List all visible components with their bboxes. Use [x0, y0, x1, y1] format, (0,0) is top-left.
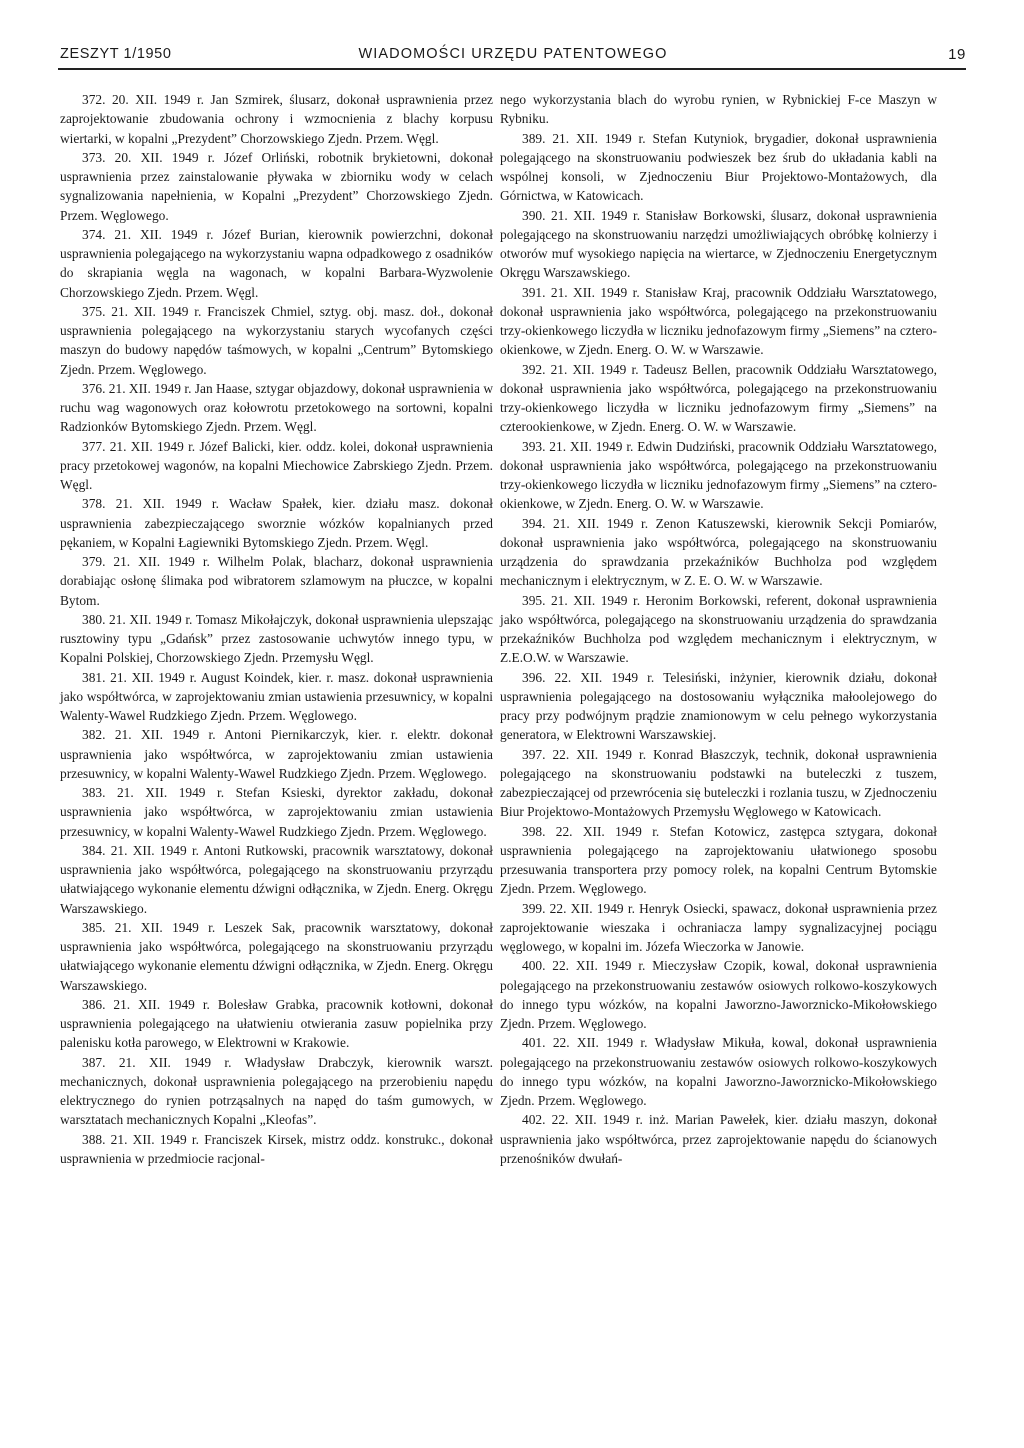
- entry-paragraph: 380. 21. XII. 1949 r. Tomasz Mikołajczyk, dokonał usprawnienia ulepszając rusztowiny typu „Gdańsk” przez zastosowanie uchwytów innego typu, w Kopalni Polskiej, Chorzowskiego Zjedn. Przemysłu Węgl.: [60, 611, 493, 666]
- entry-paragraph: 402. 22. XII. 1949 r. inż. Marian Pawełek, kier. działu maszyn, dokonał usprawnienia jako współtwórca, przez zaprojektowanie napędu do ścianowych przenośników dwułań-: [500, 1112, 937, 1166]
- entry-paragraph: 396. 22. XII. 1949 r. Telesiński, inżynier, kierownik działu, dokonał usprawnienia polegającego na dostosowaniu wyłącznika małoolejowego do pracy przy podwójnym prądzie znamionowym w celu pełnego wykorzystania generatora, w Elektrowni Warszawskiej.: [500, 669, 937, 743]
- entry-paragraph: 375. 21. XII. 1949 r. Franciszek Chmiel, sztyg. obj. masz. doł., dokonał usprawnienia polegającego na wykorzystaniu starych wycofanych części maszyn do budowy napędów taśmowych, w kopalni „Centrum” Bytomskiego Zjedn. Przem. Węglowego.: [60, 303, 493, 377]
- issue-label: ZESZYT 1/1950: [60, 46, 172, 62]
- entry-paragraph: 393. 21. XII. 1949 r. Edwin Dudziński, pracownik Oddziału Warsztatowego, dokonał usprawnienia jako współtwórca, polegającego na przekonstruowaniu trzy-okienkowego liczydła w liczniku jednofazowym firmy „Siemens” na cztero-okienkowe, w Zjedn. Energ. O. W. w Warszawie.: [500, 438, 937, 512]
- right-column: [500, 90, 937, 1168]
- entry-paragraph: 395. 21. XII. 1949 r. Heronim Borkowski, referent, dokonał usprawnienia jako współtwórca, polegającego na skonstruowaniu urządzenia do sprawdzania przekaźników Buchholza pod względem mechanicznym i elektrycznym, w Z.E.O.W. w Warszawie.: [500, 592, 937, 666]
- entry-paragraph: 384. 21. XII. 1949 r. Antoni Rutkowski, pracownik warsztatowy, dokonał usprawnienia jako współtwórca, polegającego na skonstruowaniu przyrządu ułatwiającego wykonanie elementu dźwigni odłącznika, w Zjedn. Energ. Okręgu Warszawskiego.: [60, 842, 493, 916]
- entry-paragraph: 400. 22. XII. 1949 r. Mieczysław Czopik, kowal, dokonał usprawnienia polegającego na przekonstruowaniu zestawów osiowych rolkowo-koszykowych do innego typu wózków, na kopalni Jaworzno-Jaworznicko-Mikołowskiego Zjedn. Przem. Węglowego.: [500, 958, 937, 1031]
- entry-paragraph: 398. 22. XII. 1949 r. Stefan Kotowicz, zastępca sztygara, dokonał usprawnienia polegającego na zaprojektowaniu ułatwionego sposobu przesuwania transportera przy pomocy rolek, na kopalni Centrum Bytomskie Zjedn. Przem. Węglowego.: [500, 823, 937, 897]
- entry-paragraph: 373. 20. XII. 1949 r. Józef Orliński, robotnik brykietowni, dokonał usprawnienia przez zainstalowanie pływaka w zbiorniku wody w celach sygnalizowania napełnienia, w Kopalni „Prezydent” Chorzowskiego Zjedn. Przem. Węglowego.: [60, 149, 493, 223]
- entry-paragraph: 391. 21. XII. 1949 r. Stanisław Kraj, pracownik Oddziału Warsztatowego, dokonał usprawnienia jako współtwórca, polegającego na przekonstruowaniu trzy-okienkowego liczydła w liczniku jednofazowym firmy „Siemens” na cztero-okienkowe, w Zjedn. Energ. O. W. w Warszawie.: [500, 284, 937, 358]
- page-header: [60, 46, 966, 68]
- entry-paragraph: 377. 21. XII. 1949 r. Józef Balicki, kier. oddz. kolei, dokonał usprawnienia pracy przetokowej wagonów, na kopalni Miechowice Zabrskiego Zjedn. Przem. Węgl.: [60, 438, 493, 492]
- entry-paragraph: 383. 21. XII. 1949 r. Stefan Ksieski, dyrektor zakładu, dokonał usprawnienia jako współtwórca, w zaprojektowaniu zmian ustawienia przesuwnicy, w kopalni Walenty-Wawel Rudzkiego Zjedn. Przem. Węglowego.: [60, 785, 493, 839]
- entry-paragraph: 389. 21. XII. 1949 r. Stefan Kutyniok, brygadier, dokonał usprawnienia polegającego na skonstruowaniu podwieszek bez śrub do układania kabli na wspólnej konsoli, w Zjednoczeniu Biur Projektowo-Montażowych, dla Górnictwa, w Katowicach.: [500, 130, 937, 204]
- entry-paragraph: 376. 21. XII. 1949 r. Jan Haase, sztygar objazdowy, dokonał usprawnienia w ruchu wag wagonowych oraz kołowrotu przetokowego na sortowni, kopalni Radzionków Bytomskiego Zjedn. Przem. Węgl.: [60, 380, 493, 435]
- entry-paragraph: 379. 21. XII. 1949 r. Wilhelm Polak, blacharz, dokonał usprawnienia dorabiając osłonę ślimaka pod wibratorem szlamowym na płuczce, w kopalni Bytom.: [60, 554, 493, 608]
- entry-paragraph: 385. 21. XII. 1949 r. Leszek Sak, pracownik warsztatowy, dokonał usprawnienia jako współtwórca, polegającego na skonstruowaniu przyrządu ułatwiającego wykonanie elementu dźwigni odłącznika, w Zjedn. Energ. Okręgu Warszawskiego.: [60, 919, 493, 993]
- left-column: [60, 90, 493, 1168]
- entry-paragraph: 378. 21. XII. 1949 r. Wacław Spałek, kier. działu masz. dokonał usprawnienia zabezpieczającego sworznie wózków kopalnianych przed pękaniem, w Kopalni Łagiewniki Bytomskiego Zjedn. Przem. Węgl.: [60, 496, 493, 550]
- continuation-paragraph: nego wykorzystania blach do wyrobu rynien, w Rybnickiej F-ce Maszyn w Rybniku.: [500, 92, 937, 127]
- entry-paragraph: 390. 21. XII. 1949 r. Stanisław Borkowski, ślusarz, dokonał usprawnienia polegającego na skonstruowaniu narzędzi umożliwiających obróbkę kolnierzy i otworów muf wysokiego napięcia na wiertarce, w Zjednoczeniu Energetycznym Okręgu Warszawskiego.: [500, 207, 937, 281]
- entry-paragraph: 397. 22. XII. 1949 r. Konrad Błaszczyk, technik, dokonał usprawnienia polegającego na skonstruowaniu podstawki na buteleczki z tuszem, zabezpieczającej od przewrócenia się buteleczki i rozlania tuszu, w Zjednoczeniu Biur Projektowo-Montażowych Przemysłu Węglowego w Katowicach.: [500, 746, 937, 820]
- entry-paragraph: 399. 22. XII. 1949 r. Henryk Osiecki, spawacz, dokonał usprawnienia przez zaprojektowanie wieszaka i ochraniacza lampy sygnalizacyjnej pociągu węglowego, w kopalni im. Józefa Wieczorka w Janowie.: [500, 900, 937, 954]
- entry-paragraph: 386. 21. XII. 1949 r. Bolesław Grabka, pracownik kotłowni, dokonał usprawnienia polegającego na ułatwieniu otwierania zasuw popielnika przy palenisku kotła parowego, w Elektrowni w Krakowie.: [60, 996, 493, 1051]
- entry-paragraph: 374. 21. XII. 1949 r. Józef Burian, kierownik powierzchni, dokonał usprawnienia polegającego na wykorzystaniu wapna odpadkowego z osadników do skrapiania węgla na wagonach, w kopalni Barbara-Wyzwolenie Chorzowskiego Zjedn. Przem. Węgl.: [60, 226, 493, 300]
- entry-paragraph: 381. 21. XII. 1949 r. August Koindek, kier. r. masz. dokonał usprawnienia jako współtwórca, w zaprojektowaniu zmian ustawienia przesuwnicy, w kopalni Walenty-Wawel Rudzkiego Zjedn. Przem. Węglowego.: [60, 669, 493, 723]
- entry-paragraph: 394. 21. XII. 1949 r. Zenon Katuszewski, kierownik Sekcji Pomiarów, dokonał usprawnienia jako współtwórca, polegającego na skonstruowaniu urządzenia do sprawdzania przekaźników Buchholza pod względem mechanicznym i elektrycznym, w Z. E. O. W. w Warszawie.: [500, 515, 937, 589]
- entry-paragraph: 401. 22. XII. 1949 r. Władysław Mikuła, kowal, dokonał usprawnienia polegającego na przekonstruowaniu zestawów osiowych rolkowo-koszykowych do innego typu wózków, na kopalni Jaworzno-Jaworznicko-Mikołowskiego Zjedn. Przem. Węglowego.: [500, 1035, 937, 1108]
- entry-paragraph: 392. 21. XII. 1949 r. Tadeusz Bellen, pracownik Oddziału Warsztatowego, dokonał usprawnienia jako współtwórca, polegającego na przekonstruowaniu trzy-okienkowego liczydła w liczniku jednofazowym firmy „Siemens” na czterookienkowe, w Zjedn. Energ. O. W. w Warszawie.: [500, 361, 937, 435]
- entry-paragraph: 382. 21. XII. 1949 r. Antoni Piernikarczyk, kier. r. elektr. dokonał usprawnienia jako współtwórca, w zaprojektowaniu zmian ustawienia przesuwnicy, w kopalni Walenty-Wawel Rudzkiego Zjedn. Przem. Węglowego.: [60, 727, 493, 781]
- header-rule: [58, 68, 966, 70]
- entry-paragraph: 387. 21. XII. 1949 r. Władysław Drabczyk, kierownik warszt. mechanicznych, dokonał usprawnienia polegającego na przerobieniu napędu elektrycznego do rynien potrząsalnych na napęd do taśm gumowych, w warsztatach mechanicznych Kopalni „Kleofas”.: [60, 1054, 493, 1128]
- journal-title: WIADOMOŚCI URZĘDU PATENTOWEGO: [358, 46, 668, 62]
- entry-paragraph: 372. 20. XII. 1949 r. Jan Szmirek, ślusarz, dokonał usprawnienia przez zaprojektowanie zbudowania ochrony i wzmocnienia z blachy korpusu wiertarki, w kopalni „Prezydent” Chorzowskiego Zjedn. Przem. Węgl.: [60, 92, 493, 146]
- entry-paragraph: 388. 21. XII. 1949 r. Franciszek Kirsek, mistrz oddz. konstrukc., dokonał usprawnienia w przedmiocie racjonal-: [60, 1131, 493, 1166]
- page-number: 19: [948, 46, 966, 63]
